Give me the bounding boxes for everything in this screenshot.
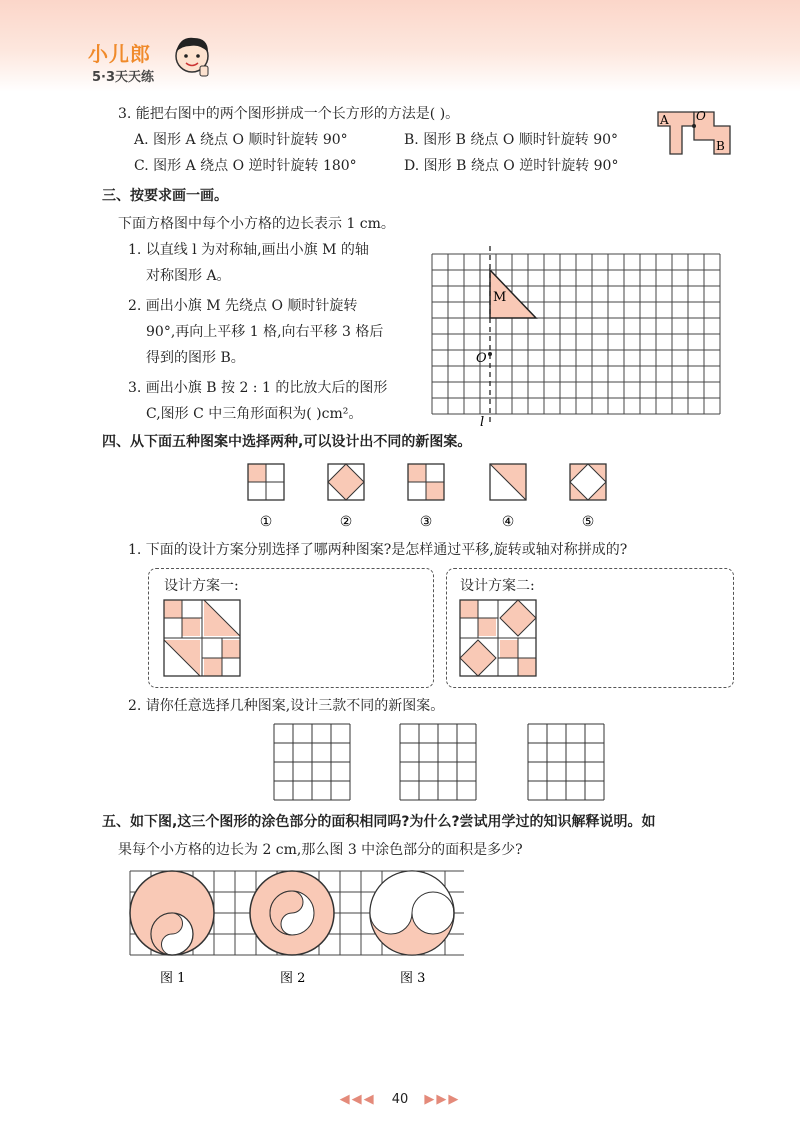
brand-logo: 小儿郎 [88, 42, 151, 66]
pattern-label-5: ⑤ [581, 514, 595, 530]
s3-item3-line2: C,图形 C 中三角形面积为( )cm²。 [146, 406, 363, 422]
design-plan-1-label: 设计方案一: [164, 578, 239, 594]
arrows-right-icon: ▶▶▶ [424, 1092, 461, 1107]
fig3-label: 图 3 [400, 971, 426, 986]
q3-stem: 3. 能把右图中的两个图形拼成一个长方形的方法是( )。 [118, 106, 460, 122]
page-number: 40 [391, 1092, 409, 1107]
label-a: A [660, 113, 669, 127]
q3-option-c: C. 图形 A 绕点 O 逆时针旋转 180° [134, 158, 357, 174]
figure-1 [130, 871, 214, 955]
label-m: M [493, 290, 507, 305]
pattern-2 [328, 464, 364, 500]
figure-2 [250, 871, 334, 955]
label-o: O [696, 109, 706, 123]
s3-item1-line2: 对称图形 A。 [146, 268, 231, 284]
section3-intro: 下面方格图中每个小方格的边长表示 1 cm。 [118, 216, 395, 232]
q3-option-a: A. 图形 A 绕点 O 顺时针旋转 90° [134, 132, 348, 148]
page-footer [0, 1092, 800, 1107]
s3-item2-line2: 90°,再向上平移 1 格,向右平移 3 格后 [146, 324, 384, 340]
arrows-left-icon: ◀◀◀ [339, 1092, 376, 1107]
pattern-label-4: ④ [501, 514, 515, 530]
design-plan-2-label: 设计方案二: [460, 578, 535, 594]
s4-question1: 1. 下面的设计方案分别选择了哪两种图案?是怎样通过平移,旋转或轴对称拼成的? [128, 542, 628, 558]
design-plan-2-figure [458, 598, 540, 680]
pattern-3 [408, 464, 444, 500]
label-l: l [480, 415, 485, 430]
brand-subtitle: 5·3天天练 [92, 70, 155, 85]
pattern-label-1: ① [259, 514, 273, 530]
blank-grid-2 [400, 724, 476, 800]
s3-item2-line1: 2. 画出小旗 M 先绕点 O 顺时针旋转 [128, 298, 358, 314]
label-o: O [476, 351, 487, 366]
section5-line2: 果每个小方格的边长为 2 cm,那么图 3 中涂色部分的面积是多少? [118, 842, 523, 858]
pattern-4 [490, 464, 526, 500]
design-plan-1-figure [162, 598, 244, 680]
figure-3 [370, 871, 454, 955]
pattern-5 [570, 464, 606, 500]
s3-item2-line3: 得到的图形 B。 [146, 350, 245, 366]
pattern-1 [248, 464, 284, 500]
blank-design-grids [270, 722, 610, 806]
square-grid-drawing-area [424, 240, 734, 432]
q3-option-d: D. 图形 B 绕点 O 逆时针旋转 90° [404, 158, 619, 174]
q3-option-b: B. 图形 B 绕点 O 顺时针旋转 90° [404, 132, 619, 148]
pattern-label-2: ② [339, 514, 353, 530]
fig1-label: 图 1 [160, 971, 186, 986]
s4-question2: 2. 请你任意选择几种图案,设计三款不同的新图案。 [128, 698, 445, 714]
section4-title: 四、从下面五种图案中选择两种,可以设计出不同的新图案。 [102, 434, 472, 450]
five-patterns [240, 460, 610, 532]
section5-line1: 五、如下图,这三个图形的涂色部分的面积相同吗?为什么?尝试用学过的知识解释说明。如 [102, 814, 656, 830]
shaded-circle-figures [124, 866, 464, 990]
fig2-label: 图 2 [280, 971, 306, 986]
s3-item3-line1: 3. 画出小旗 B 按 2 : 1 的比放大后的图形 [128, 380, 388, 396]
s3-item1-line1: 1. 以直线 l 为对称轴,画出小旗 M 的轴 [128, 242, 369, 258]
mascot-icon [170, 32, 214, 82]
pattern-label-3: ③ [419, 514, 433, 530]
q3-figure [652, 104, 744, 166]
blank-grid-3 [528, 724, 604, 800]
blank-grid-1 [274, 724, 350, 800]
label-b: B [716, 139, 725, 153]
section3-title: 三、按要求画一画。 [102, 188, 228, 204]
